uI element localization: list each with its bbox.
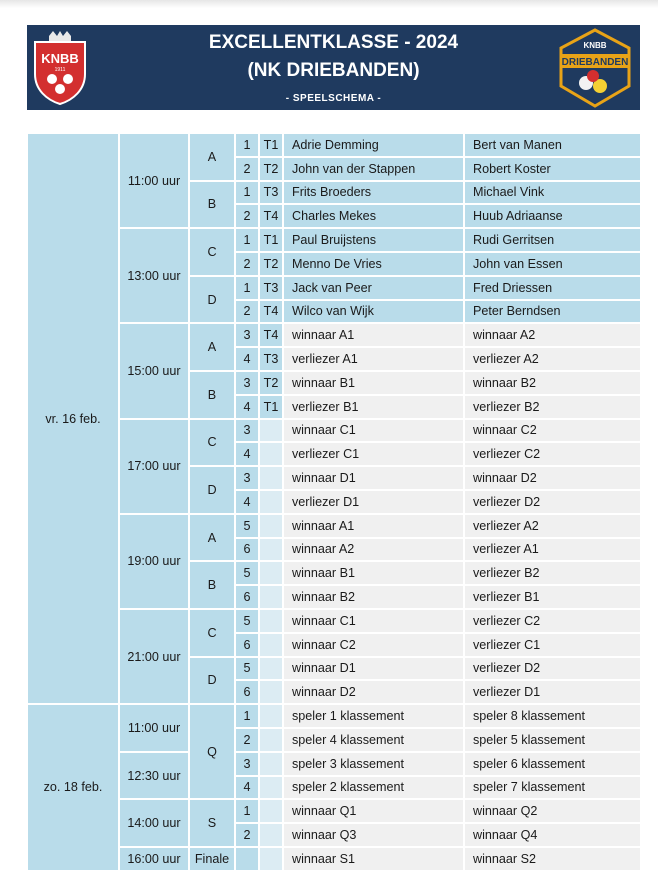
- poule-label: S: [189, 799, 235, 847]
- player-one: winnaar D1: [283, 466, 464, 490]
- player-one: Menno De Vries: [283, 252, 464, 276]
- poule-label: A: [189, 133, 235, 181]
- round-number: 1: [235, 181, 259, 205]
- poule-label: A: [189, 323, 235, 371]
- player-two: winnaar Q2: [464, 799, 641, 823]
- round-number: 5: [235, 657, 259, 681]
- table-number: [259, 847, 283, 871]
- player-two: Huub Adriaanse: [464, 204, 641, 228]
- match-row: [27, 799, 641, 823]
- time-slot: 11:00 uur: [119, 133, 189, 228]
- match-row: [27, 419, 641, 443]
- poule-label: C: [189, 228, 235, 276]
- player-one: winnaar C1: [283, 609, 464, 633]
- round-number: 3: [235, 371, 259, 395]
- player-two: Peter Berndsen: [464, 300, 641, 324]
- round-number: 5: [235, 561, 259, 585]
- player-two: winnaar D2: [464, 466, 641, 490]
- match-row: [27, 847, 641, 871]
- player-two: speler 6 klassement: [464, 752, 641, 776]
- player-one: speler 4 klassement: [283, 728, 464, 752]
- time-slot: 14:00 uur: [119, 799, 189, 847]
- round-number: 2: [235, 300, 259, 324]
- time-slot: 17:00 uur: [119, 419, 189, 514]
- header-banner: [27, 25, 640, 110]
- round-number: 4: [235, 395, 259, 419]
- table-number: [259, 728, 283, 752]
- table-number: [259, 799, 283, 823]
- player-one: Frits Broeders: [283, 181, 464, 205]
- time-slot: 21:00 uur: [119, 609, 189, 704]
- player-one: speler 3 klassement: [283, 752, 464, 776]
- day-label: zo. 18 feb.: [27, 704, 119, 871]
- player-one: Jack van Peer: [283, 276, 464, 300]
- player-two: Robert Koster: [464, 157, 641, 181]
- player-two: verliezer C1: [464, 633, 641, 657]
- round-number: 6: [235, 585, 259, 609]
- poule-label: D: [189, 657, 235, 705]
- round-number: 6: [235, 538, 259, 562]
- player-two: Rudi Gerritsen: [464, 228, 641, 252]
- table-number: [259, 633, 283, 657]
- round-number: 1: [235, 133, 259, 157]
- time-slot: 15:00 uur: [119, 323, 189, 418]
- player-one: winnaar A1: [283, 514, 464, 538]
- player-two: verliezer B1: [464, 585, 641, 609]
- round-number: 2: [235, 204, 259, 228]
- round-number: 5: [235, 514, 259, 538]
- player-two: Michael Vink: [464, 181, 641, 205]
- round-number: 1: [235, 799, 259, 823]
- player-one: winnaar C1: [283, 419, 464, 443]
- player-two: speler 8 klassement: [464, 704, 641, 728]
- table-number: T1: [259, 395, 283, 419]
- player-two: verliezer C2: [464, 609, 641, 633]
- player-two: verliezer B2: [464, 395, 641, 419]
- table-number: [259, 680, 283, 704]
- table-number: [259, 585, 283, 609]
- player-two: Bert van Manen: [464, 133, 641, 157]
- round-number: 6: [235, 680, 259, 704]
- player-one: John van der Stappen: [283, 157, 464, 181]
- page-subtitle: - SPEELSCHEMA -: [285, 93, 382, 104]
- table-number: T3: [259, 276, 283, 300]
- player-one: verliezer C1: [283, 442, 464, 466]
- player-two: verliezer D1: [464, 680, 641, 704]
- player-one: Paul Bruijstens: [283, 228, 464, 252]
- driebanden-badge-logo: [556, 28, 634, 113]
- player-one: verliezer A1: [283, 347, 464, 371]
- player-one: winnaar B1: [283, 561, 464, 585]
- svg-text:DRIEBANDEN: DRIEBANDEN: [561, 57, 629, 68]
- player-two: verliezer C2: [464, 442, 641, 466]
- table-number: T1: [259, 133, 283, 157]
- player-two: Fred Driessen: [464, 276, 641, 300]
- player-two: winnaar A2: [464, 323, 641, 347]
- table-number: [259, 657, 283, 681]
- player-one: winnaar B2: [283, 585, 464, 609]
- time-slot: 19:00 uur: [119, 514, 189, 609]
- match-row: [27, 514, 641, 538]
- player-one: Wilco van Wijk: [283, 300, 464, 324]
- round-number: 2: [235, 728, 259, 752]
- round-number: 1: [235, 704, 259, 728]
- table-number: T3: [259, 347, 283, 371]
- round-number: 4: [235, 442, 259, 466]
- round-number: 2: [235, 157, 259, 181]
- poule-label: C: [189, 609, 235, 657]
- player-two: winnaar Q4: [464, 823, 641, 847]
- poule-label: B: [189, 181, 235, 229]
- round-number: 2: [235, 252, 259, 276]
- page-top-shadow: [0, 0, 658, 8]
- page-title-line1: EXCELLENTKLASSE - 2024: [208, 32, 459, 53]
- table-number: [259, 490, 283, 514]
- table-number: [259, 823, 283, 847]
- table-number: T3: [259, 181, 283, 205]
- player-two: winnaar C2: [464, 419, 641, 443]
- player-one: speler 1 klassement: [283, 704, 464, 728]
- table-number: T4: [259, 323, 283, 347]
- schedule-table: [26, 132, 642, 872]
- table-number: [259, 466, 283, 490]
- round-number: 3: [235, 323, 259, 347]
- player-one: verliezer B1: [283, 395, 464, 419]
- poule-label: A: [189, 514, 235, 562]
- player-two: speler 7 klassement: [464, 776, 641, 800]
- round-number: 4: [235, 347, 259, 371]
- round-number: [235, 847, 259, 871]
- player-two: verliezer A2: [464, 347, 641, 371]
- round-number: 3: [235, 466, 259, 490]
- table-number: T4: [259, 300, 283, 324]
- player-two: winnaar B2: [464, 371, 641, 395]
- page-title-line2: (NK DRIEBANDEN): [247, 60, 420, 81]
- player-one: winnaar A2: [283, 538, 464, 562]
- svg-text:1911: 1911: [54, 67, 66, 73]
- player-two: John van Essen: [464, 252, 641, 276]
- table-number: [259, 538, 283, 562]
- player-one: winnaar A1: [283, 323, 464, 347]
- poule-label: Finale: [189, 847, 235, 871]
- poule-label: D: [189, 466, 235, 514]
- table-number: [259, 776, 283, 800]
- player-two: verliezer A2: [464, 514, 641, 538]
- time-slot: 13:00 uur: [119, 228, 189, 323]
- table-number: [259, 514, 283, 538]
- player-one: verliezer D1: [283, 490, 464, 514]
- day-label: vr. 16 feb.: [27, 133, 119, 704]
- table-number: [259, 704, 283, 728]
- round-number: 1: [235, 276, 259, 300]
- match-row: [27, 704, 641, 728]
- table-number: [259, 752, 283, 776]
- poule-label: C: [189, 419, 235, 467]
- table-number: T2: [259, 252, 283, 276]
- table-number: T2: [259, 371, 283, 395]
- table-number: T1: [259, 228, 283, 252]
- player-one: winnaar B1: [283, 371, 464, 395]
- table-number: T2: [259, 157, 283, 181]
- match-row: [27, 133, 641, 157]
- poule-label: Q: [189, 704, 235, 799]
- table-number: [259, 561, 283, 585]
- table-number: [259, 419, 283, 443]
- poule-label: B: [189, 371, 235, 419]
- time-slot: 16:00 uur: [119, 847, 189, 871]
- player-one: winnaar S1: [283, 847, 464, 871]
- player-one: winnaar Q3: [283, 823, 464, 847]
- player-two: speler 5 klassement: [464, 728, 641, 752]
- round-number: 2: [235, 823, 259, 847]
- round-number: 4: [235, 776, 259, 800]
- match-row: [27, 323, 641, 347]
- player-two: verliezer D2: [464, 657, 641, 681]
- player-two: verliezer B2: [464, 561, 641, 585]
- poule-label: D: [189, 276, 235, 324]
- player-two: verliezer D2: [464, 490, 641, 514]
- player-one: winnaar D2: [283, 680, 464, 704]
- player-one: speler 2 klassement: [283, 776, 464, 800]
- svg-text:KNBB: KNBB: [41, 51, 79, 66]
- round-number: 4: [235, 490, 259, 514]
- player-one: Charles Mekes: [283, 204, 464, 228]
- player-one: Adrie Demming: [283, 133, 464, 157]
- round-number: 3: [235, 419, 259, 443]
- match-row: [27, 228, 641, 252]
- round-number: 3: [235, 752, 259, 776]
- player-one: winnaar D1: [283, 657, 464, 681]
- svg-text:KNBB: KNBB: [583, 41, 607, 50]
- match-row: [27, 752, 641, 776]
- match-row: [27, 609, 641, 633]
- table-number: [259, 609, 283, 633]
- round-number: 5: [235, 609, 259, 633]
- round-number: 1: [235, 228, 259, 252]
- player-one: winnaar C2: [283, 633, 464, 657]
- poule-label: B: [189, 561, 235, 609]
- player-one: winnaar Q1: [283, 799, 464, 823]
- player-two: winnaar S2: [464, 847, 641, 871]
- player-two: verliezer A1: [464, 538, 641, 562]
- table-number: [259, 442, 283, 466]
- table-number: T4: [259, 204, 283, 228]
- round-number: 6: [235, 633, 259, 657]
- time-slot: 11:00 uur: [119, 704, 189, 752]
- time-slot: 12:30 uur: [119, 752, 189, 800]
